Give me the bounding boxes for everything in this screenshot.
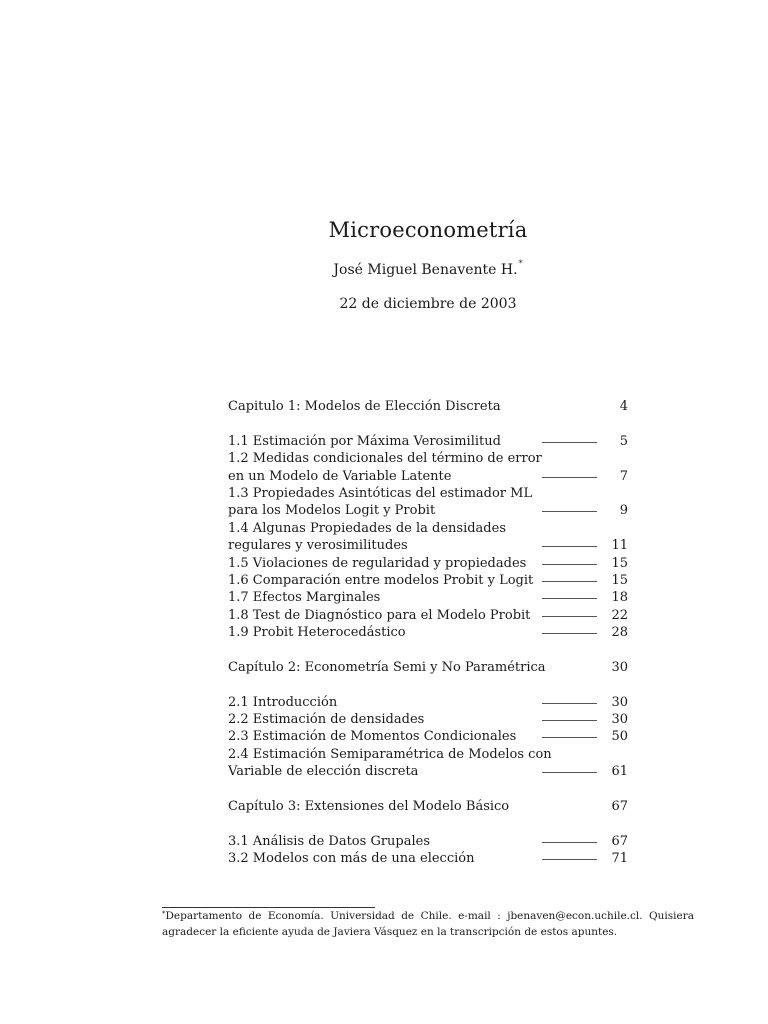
toc-entry-row[interactable] — [228, 502, 628, 519]
toc-chapter-title: Capítulo 3: Extensiones del Modelo Básico — [228, 798, 510, 814]
toc-entry-title: 2.3 Estimación de Momentos Condicionales — [228, 729, 517, 745]
document-title: Microeconometría — [328, 218, 528, 242]
toc-leader-line — [542, 546, 597, 547]
author-line — [0, 259, 768, 278]
toc-leader-line — [542, 633, 597, 634]
toc-page-number: 15 — [611, 572, 628, 588]
toc-leader-line — [542, 598, 597, 599]
toc-page-number: 67 — [611, 798, 628, 814]
toc-leader-line — [542, 581, 597, 582]
toc-page-number: 67 — [611, 833, 628, 849]
toc-page-number: 18 — [611, 590, 628, 606]
toc-page-number: 30 — [611, 659, 628, 675]
toc-chapter-row[interactable] — [228, 798, 628, 815]
toc-entry-row[interactable] — [228, 728, 628, 745]
toc-leader-line — [542, 842, 597, 843]
toc-leader-line — [542, 703, 597, 704]
toc-entry-title: 1.1 Estimación por Máxima Verosimilitud — [228, 433, 501, 449]
toc-entry-row[interactable] — [228, 468, 628, 485]
toc-leader-line — [542, 737, 597, 738]
table-of-contents — [228, 398, 628, 868]
toc-leader-line — [542, 616, 597, 617]
toc-entry-title: 2.4 Estimación Semiparamétrica de Modelos con — [228, 746, 552, 762]
toc-entry-row[interactable] — [228, 433, 628, 450]
toc-leader-line — [542, 477, 597, 478]
toc-entry-title: para los Modelos Logit y Probit — [228, 503, 436, 519]
toc-page-number: 71 — [611, 851, 628, 867]
toc-entry-row[interactable] — [228, 746, 628, 763]
toc-page-number: 30 — [611, 694, 628, 710]
toc-entry-title: 1.4 Algunas Propiedades de la densidades — [228, 520, 506, 536]
toc-chapter-row[interactable] — [228, 659, 628, 676]
toc-entry-title: 1.6 Comparación entre modelos Probit y Logit — [228, 572, 534, 588]
toc-entry-row[interactable] — [228, 485, 628, 502]
toc-entry-title: regulares y verosimilitudes — [228, 538, 408, 554]
toc-spacer — [228, 815, 628, 832]
toc-entry-title: 1.7 Efectos Marginales — [228, 590, 381, 606]
toc-entry-row[interactable] — [228, 520, 628, 537]
toc-leader-line — [542, 511, 597, 512]
toc-page-number: 50 — [611, 729, 628, 745]
toc-page-number: 7 — [619, 468, 628, 484]
footnote-mark: * — [162, 910, 166, 918]
toc-leader-line — [542, 720, 597, 721]
toc-spacer — [228, 415, 628, 432]
toc-entry-title: 1.9 Probit Heterocedástico — [228, 625, 406, 641]
toc-entry-row[interactable] — [228, 537, 628, 554]
footnote-text: Departamento de Economía. Universidad de Chile. e-mail : jbenaven@econ.uchile.cl. Quisiera agradecer la eficiente ayuda de Javiera Vásquez en la transcripción de estos apuntes. — [162, 910, 694, 938]
toc-page-number: 4 — [619, 399, 628, 414]
toc-entry-title: Variable de elección discreta — [228, 764, 419, 780]
toc-leader-line — [542, 564, 597, 565]
footnote-divider — [162, 907, 375, 908]
toc-entry-title: 2.1 Introducción — [228, 694, 338, 710]
toc-entry-title: 2.2 Estimación de densidades — [228, 712, 425, 728]
document-date: 22 de diciembre de 2003 — [339, 296, 517, 312]
toc-entry-title: 1.5 Violaciones de regularidad y propiedades — [228, 555, 527, 571]
toc-leader-line — [542, 859, 597, 860]
toc-page-number: 22 — [611, 607, 628, 623]
author-name: José Miguel Benavente H. — [333, 262, 518, 278]
toc-page-number: 30 — [611, 712, 628, 728]
toc-chapter-row[interactable] — [228, 398, 628, 415]
toc-leader-line — [542, 442, 597, 443]
toc-page-number: 11 — [611, 538, 628, 554]
toc-entry-row[interactable] — [228, 711, 628, 728]
toc-entry-title: 1.3 Propiedades Asintóticas del estimador ML — [228, 485, 533, 501]
toc-entry-row[interactable] — [228, 763, 628, 780]
toc-entry-row[interactable] — [228, 572, 628, 589]
toc-page-number: 5 — [619, 433, 628, 449]
toc-entry-row[interactable] — [228, 607, 628, 624]
toc-entry-title: 3.1 Análisis de Datos Grupales — [228, 833, 431, 849]
toc-page-number: 28 — [611, 625, 628, 641]
toc-entry-title: 1.2 Medidas condicionales del término de error — [228, 451, 542, 467]
toc-entry-row[interactable] — [228, 833, 628, 850]
toc-page-number: 9 — [619, 503, 628, 519]
toc-entry-title: 3.2 Modelos con más de una elección — [228, 851, 475, 867]
toc-entry-title: 1.8 Test de Diagnóstico para el Modelo Probit — [228, 607, 531, 623]
toc-entry-row[interactable] — [228, 555, 628, 572]
toc-page-number: 61 — [611, 764, 628, 780]
toc-spacer — [228, 676, 628, 693]
footnote — [162, 909, 694, 940]
toc-spacer — [228, 781, 628, 798]
toc-chapter-title: Capítulo 2: Econometría Semi y No Paramétrica — [228, 659, 546, 675]
toc-entry-row[interactable] — [228, 850, 628, 867]
toc-entry-row[interactable] — [228, 694, 628, 711]
toc-spacer — [228, 641, 628, 658]
toc-entry-row[interactable] — [228, 589, 628, 606]
toc-chapter-title: Capitulo 1: Modelos de Elección Discreta — [228, 399, 501, 414]
toc-leader-line — [542, 772, 597, 773]
toc-page-number: 15 — [611, 555, 628, 571]
toc-entry-row[interactable] — [228, 450, 628, 467]
author-footnote-mark: * — [518, 259, 523, 268]
toc-entry-row[interactable] — [228, 624, 628, 641]
toc-entry-title: en un Modelo de Variable Latente — [228, 468, 452, 484]
